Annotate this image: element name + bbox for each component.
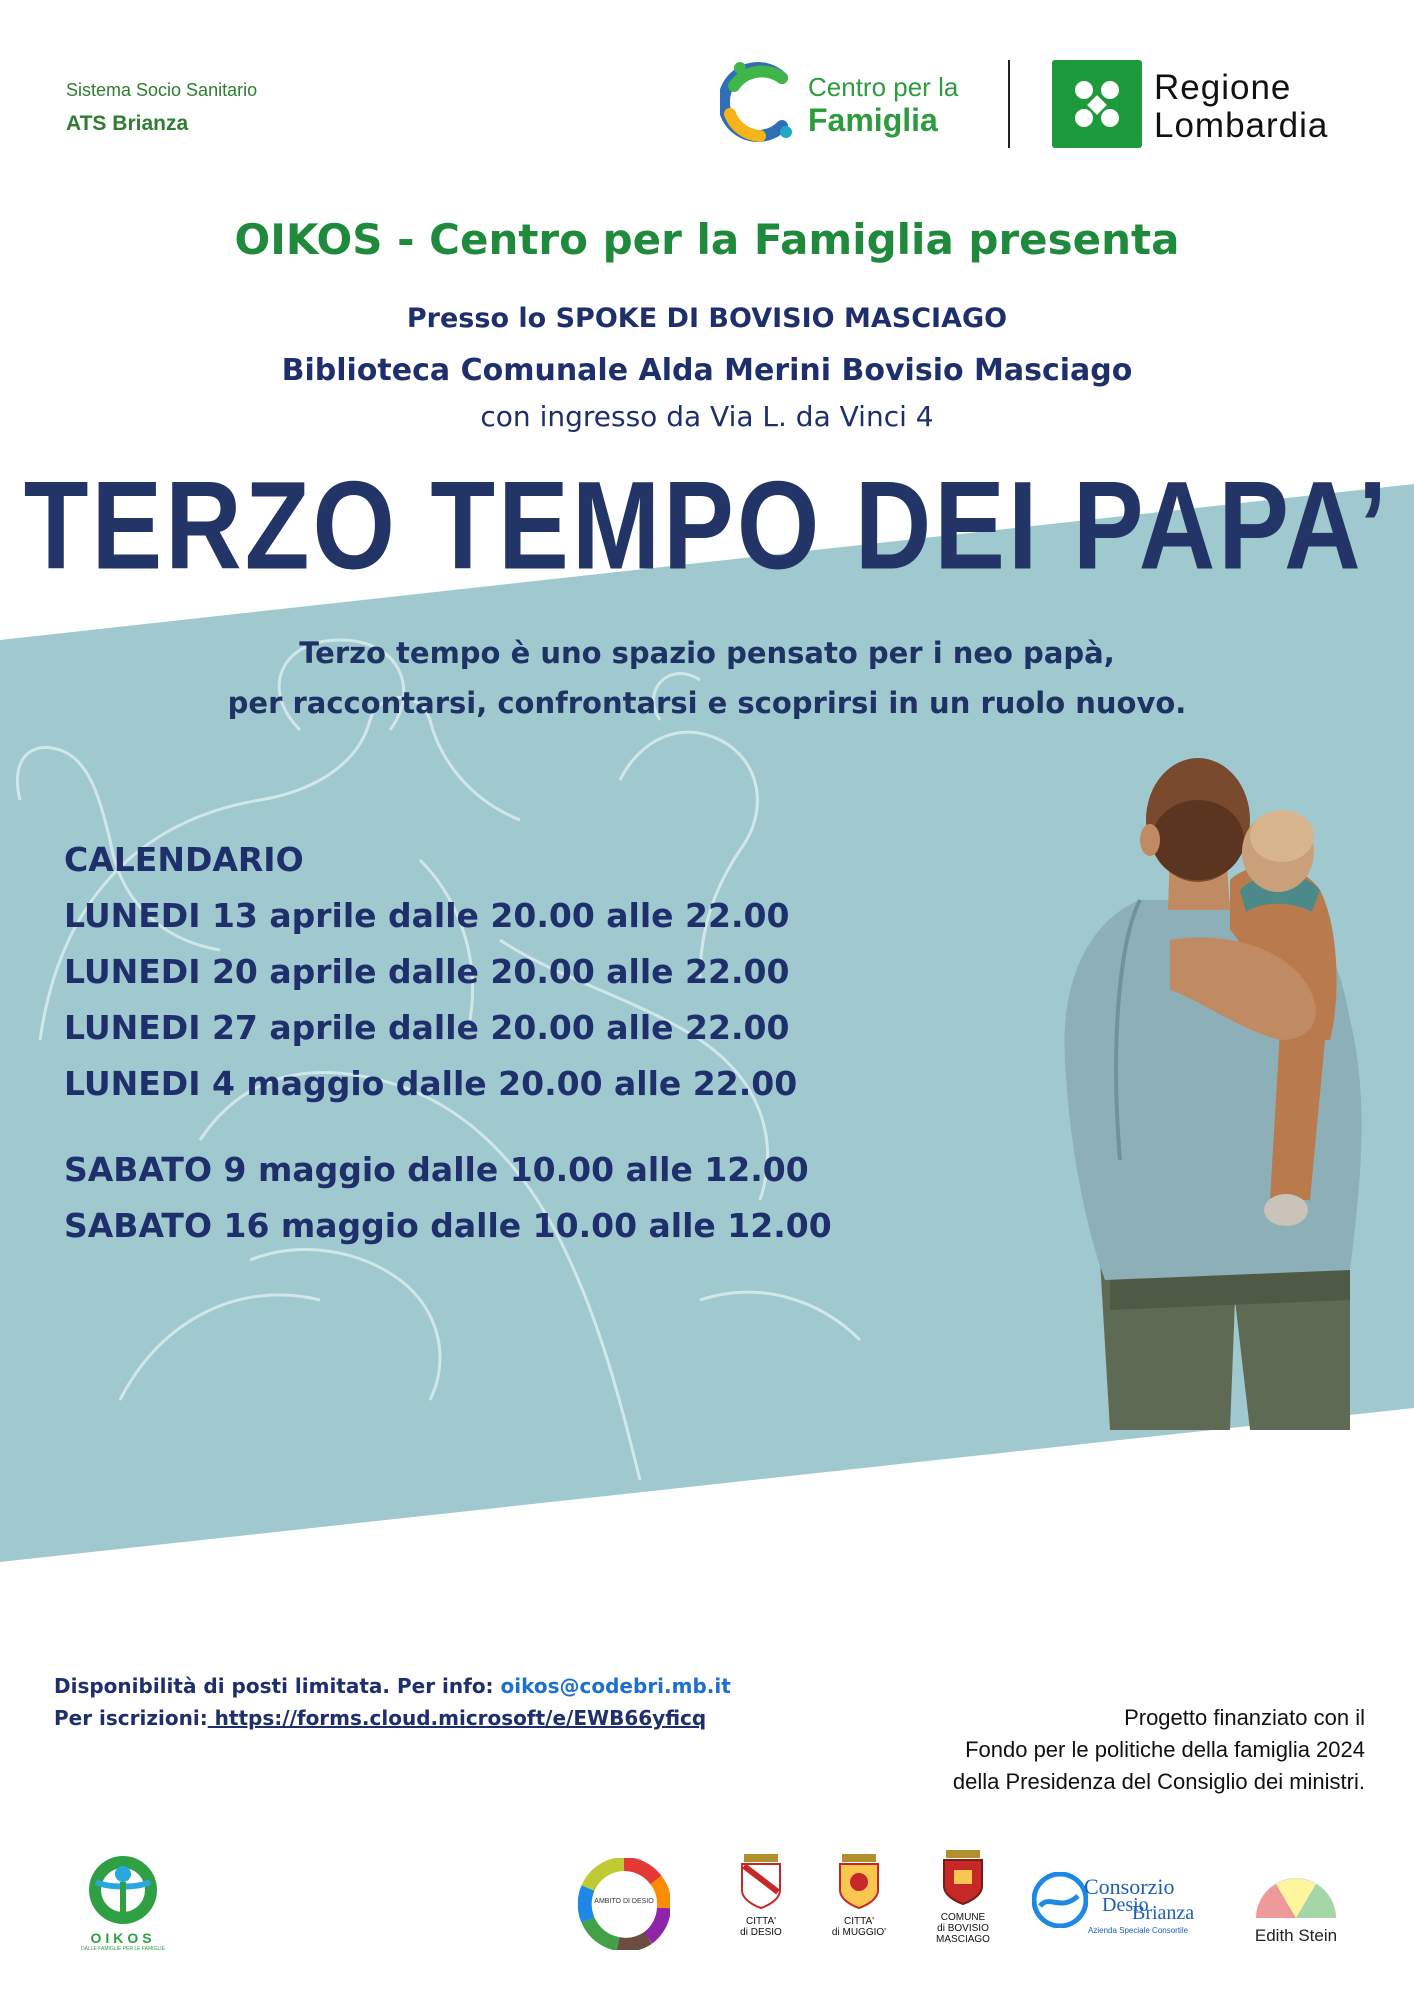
funding-line-2: Fondo per le politiche della famiglia 2024 (965, 1737, 1365, 1762)
bovisio-crest-icon (930, 1848, 996, 1908)
muggio-label-2: di MUGGIO' (831, 1927, 887, 1938)
centro-logo-text-1: Centro per la (808, 72, 959, 102)
ambito-desio-logo (578, 1858, 670, 1950)
contact-info (54, 1670, 731, 1734)
session-item: LUNEDI 27 aprile dalle 20.00 alle 22.00 (64, 1008, 790, 1047)
signup-prefix: Per iscrizioni: (54, 1706, 208, 1730)
edith-stein-text: Edith Stein (1254, 1926, 1338, 1945)
centro-logo-text-2: Famiglia (808, 102, 938, 138)
consorzio-text-2: Desio (1102, 1894, 1149, 1916)
oikos-logo (78, 1852, 168, 1952)
calendar-heading: CALENDARIO (64, 840, 304, 879)
centro-famiglia-logo-icon (720, 56, 800, 146)
consorzio-text-1: Consorzio (1084, 1874, 1175, 1899)
muggio-logo (828, 1852, 890, 1938)
venue-line-1: Presso lo SPOKE DI BOVISIO MASCIAGO (406, 303, 1008, 334)
muggio-crest-icon (828, 1852, 890, 1912)
oikos-tagline: DALLE FAMIGLIE PER LE FAMIGLIE (81, 1946, 165, 1952)
header-divider (1008, 60, 1010, 148)
event-title: TERZO TEMPO DEI PAPA’ (23, 456, 1391, 596)
venue-line-2: Biblioteca Comunale Alda Merini Bovisio Masciago (281, 353, 1133, 388)
regione-text-1: Regione (1154, 68, 1292, 107)
desio-logo (730, 1852, 792, 1938)
consorzio-text-4: Azienda Speciale Consortile (1088, 1926, 1189, 1935)
description-line-1: Terzo tempo è uno spazio pensato per i neo papà, (299, 636, 1115, 670)
email-link[interactable]: oikos@codebri.mb.it (500, 1674, 731, 1698)
funding-line-1: Progetto finanziato con il (1124, 1705, 1365, 1730)
presenter-heading: OIKOS - Centro per la Famiglia presenta (234, 215, 1180, 264)
session-item: SABATO 9 maggio dalle 10.00 alle 12.00 (64, 1150, 809, 1189)
oikos-logo-icon (78, 1852, 168, 1926)
ats-system-label: Sistema Socio Sanitario (66, 80, 258, 100)
calendar-spacer (64, 1112, 832, 1142)
info-prefix: Disponibilità di posti limitata. Per info: (54, 1674, 501, 1698)
bovisio-label-2: di BOVISIO (937, 1923, 989, 1934)
consorzio-text-3: Brianza (1132, 1902, 1195, 1924)
consorzio-wave-icon (1032, 1872, 1088, 1928)
regione-text-2: Lombardia (1154, 106, 1329, 145)
desio-crest-icon (730, 1852, 792, 1912)
signup-link[interactable]: https://forms.cloud.microsoft/e/EWB66yficq (207, 1706, 707, 1730)
bovisio-logo (930, 1848, 996, 1945)
edith-stein-sun-icon (1246, 1866, 1346, 1922)
calendar-section (64, 832, 832, 1254)
session-item: LUNEDI 13 aprile dalle 20.00 alle 22.00 (64, 896, 790, 935)
father-and-child-illustration (1050, 740, 1390, 1430)
edith-stein-logo (1246, 1866, 1346, 1946)
oikos-logo-text: OIKOS (90, 1930, 156, 1946)
desio-label-1: CITTA' (745, 1916, 777, 1927)
consorzio-logo (1032, 1872, 1202, 1942)
ambito-label: AMBITO DI DESIO (594, 1898, 654, 1905)
ats-brianza-label: ATS Brianza (66, 112, 189, 135)
bovisio-label-3: MASCIAGO (936, 1934, 990, 1945)
bovisio-label-1: COMUNE (940, 1912, 986, 1923)
session-item: LUNEDI 4 maggio dalle 20.00 alle 22.00 (64, 1064, 798, 1103)
session-item: SABATO 16 maggio dalle 10.00 alle 12.00 (64, 1206, 832, 1245)
funding-note (760, 1702, 1365, 1798)
muggio-label-1: CITTA' (843, 1916, 875, 1927)
info-line (54, 1670, 731, 1702)
event-description (0, 628, 1414, 728)
funding-line-3: della Presidenza del Consiglio dei ministri. (952, 1769, 1365, 1794)
desio-label-2: di DESIO (740, 1927, 782, 1938)
venue-line-3: con ingresso da Via L. da Vinci 4 (480, 400, 934, 433)
session-item: LUNEDI 20 aprile dalle 20.00 alle 22.00 (64, 952, 790, 991)
regione-lombardia-logo-icon (1052, 60, 1142, 148)
description-line-2: per raccontarsi, confrontarsi e scoprirsi in un ruolo nuovo. (227, 686, 1187, 720)
signup-line (54, 1702, 731, 1734)
